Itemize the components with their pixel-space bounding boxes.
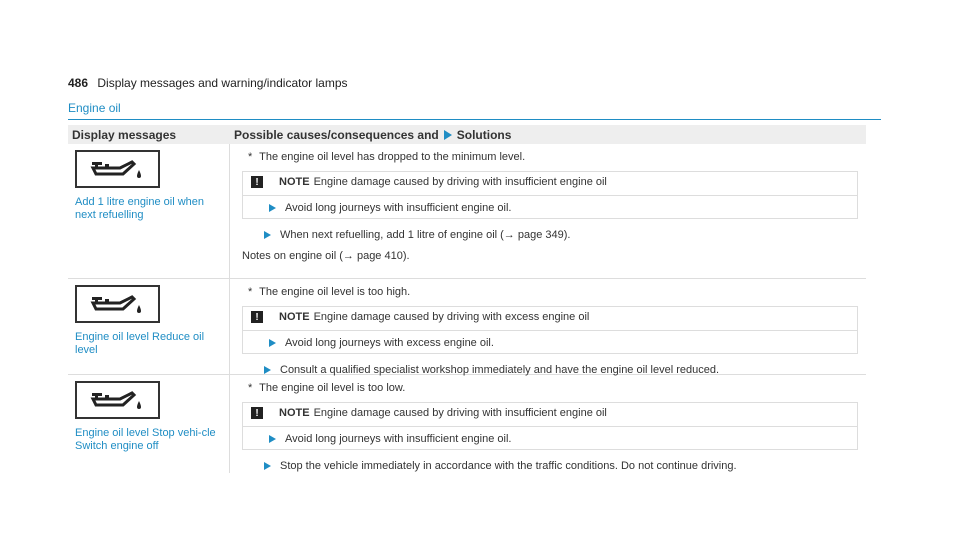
display-cell bbox=[68, 375, 230, 473]
arrow-right-icon bbox=[269, 435, 276, 443]
star-icon: * bbox=[248, 151, 253, 163]
warning-icon: ! bbox=[251, 176, 263, 188]
cause-text bbox=[248, 151, 858, 163]
display-cell bbox=[68, 144, 230, 278]
page-header-title: Display messages and warning/indicator lamps bbox=[97, 76, 348, 90]
page-header bbox=[68, 76, 348, 90]
solution-text: When next refuelling, add 1 litre of engine oil (→ page 349). bbox=[280, 229, 571, 241]
note-action-text: Avoid long journeys with insufficient engine oil. bbox=[285, 433, 512, 445]
col-solutions-label: Solutions bbox=[456, 127, 512, 142]
causes-cell bbox=[230, 279, 866, 374]
arrow-right-icon bbox=[444, 130, 452, 140]
messages-table bbox=[68, 125, 866, 473]
col-causes-solutions bbox=[230, 128, 866, 142]
note-text: Engine damage caused by driving with insufficient engine oil bbox=[313, 176, 607, 188]
arrow-right-icon bbox=[264, 231, 271, 239]
arrow-right-icon bbox=[269, 339, 276, 347]
note-head bbox=[251, 311, 849, 323]
col-causes-label: Possible causes/consequences and bbox=[234, 127, 439, 142]
arrow-right-icon bbox=[264, 462, 271, 470]
arrow-right-icon bbox=[269, 204, 276, 212]
solution-step bbox=[242, 460, 858, 472]
warning-icon: ! bbox=[251, 407, 263, 419]
note-divider bbox=[243, 426, 857, 427]
note-divider bbox=[243, 330, 857, 331]
cause-text bbox=[248, 382, 858, 394]
table-row bbox=[68, 144, 866, 279]
note-head bbox=[251, 407, 849, 419]
note-box bbox=[242, 402, 858, 450]
note-action bbox=[251, 433, 849, 445]
note-action-text: Avoid long journeys with excess engine oil. bbox=[285, 337, 494, 349]
oil-can-icon bbox=[75, 150, 160, 188]
solution-step bbox=[242, 229, 858, 241]
solution-text: Consult a qualified specialist workshop immediately and have the engine oil level reduced. bbox=[280, 364, 720, 376]
note-text: Engine damage caused by driving with excess engine oil bbox=[313, 311, 590, 323]
note-box bbox=[242, 306, 858, 354]
cause-label: The engine oil level is too low. bbox=[259, 382, 406, 394]
cause-label: The engine oil level is too high. bbox=[259, 286, 411, 298]
star-icon: * bbox=[248, 286, 253, 298]
table-row bbox=[68, 279, 866, 375]
page-number: 486 bbox=[68, 76, 89, 90]
arrow-right-icon bbox=[264, 366, 271, 374]
cause-text bbox=[248, 286, 858, 298]
table-header bbox=[68, 125, 866, 144]
note-action-text: Avoid long journeys with insufficient engine oil. bbox=[285, 202, 512, 214]
oil-can-icon bbox=[75, 381, 160, 419]
note-label: NOTE bbox=[279, 311, 310, 323]
note-divider bbox=[243, 195, 857, 196]
display-cell bbox=[68, 279, 230, 374]
note-action bbox=[251, 337, 849, 349]
note-box bbox=[242, 171, 858, 219]
display-message: Engine oil level Stop vehi-cle Switch engine off bbox=[75, 427, 216, 452]
table-row bbox=[68, 375, 866, 473]
note-label: NOTE bbox=[279, 176, 310, 188]
causes-cell bbox=[230, 375, 866, 473]
causes-cell bbox=[230, 144, 866, 278]
note-head bbox=[251, 176, 849, 188]
display-message: Add 1 litre engine oil when next refuelling bbox=[75, 196, 205, 221]
notes-link[interactable]: Notes on engine oil (→ page 410). bbox=[242, 250, 410, 262]
cause-label: The engine oil level has dropped to the minimum level. bbox=[259, 151, 526, 163]
display-message: Engine oil level Reduce oil level bbox=[75, 331, 205, 356]
col-display-messages: Display messages bbox=[72, 127, 177, 142]
star-icon: * bbox=[248, 382, 253, 394]
solution-text: Stop the vehicle immediately in accordance with the traffic conditions. Do not continue driving. bbox=[280, 460, 737, 472]
oil-can-icon bbox=[75, 285, 160, 323]
note-text: Engine damage caused by driving with insufficient engine oil bbox=[313, 407, 607, 419]
section-title: Engine oil bbox=[68, 101, 881, 120]
warning-icon: ! bbox=[251, 311, 263, 323]
note-label: NOTE bbox=[279, 407, 310, 419]
note-action bbox=[251, 202, 849, 214]
